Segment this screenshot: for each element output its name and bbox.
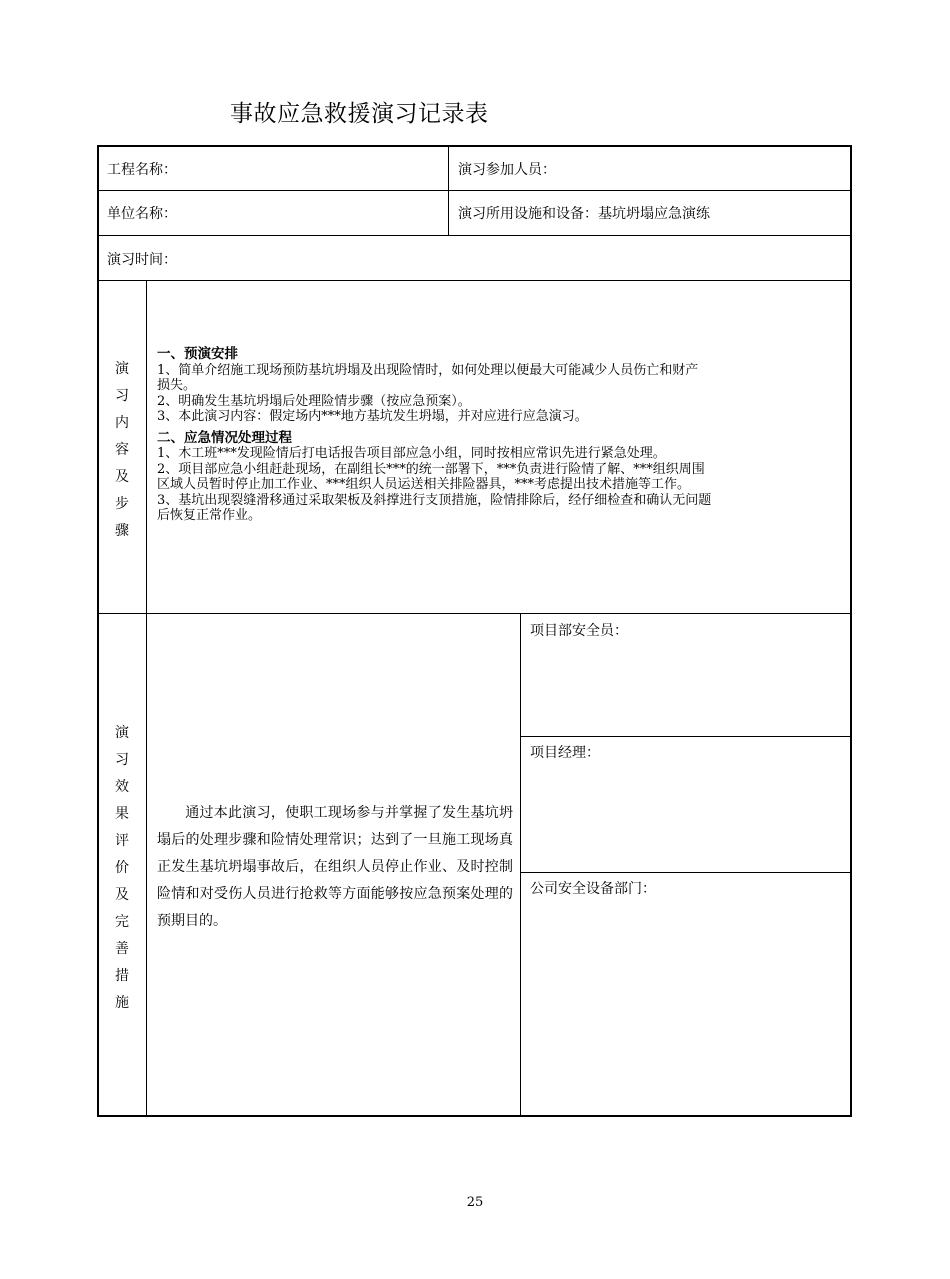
content-section-label: 演 习 内 容 及 步 骤: [115, 361, 129, 539]
content-line: 1、木工班***发现险情后打电话报告项目部应急小组，同时按相应常识先进行紧急处理。: [157, 446, 666, 461]
evaluation-signature-divider: [520, 614, 521, 1117]
project-name-label: 工程名称：: [107, 162, 177, 178]
content-line: 3、本此演习内容：假定场内***地方基坑发生坍塌，并对应进行应急演习。: [157, 409, 588, 424]
project-manager-label: 项目经理：: [530, 745, 600, 761]
content-line: 1、简单介绍施工现场预防基坑坍塌及出现险情时，如何处理以便最大可能减少人员伤亡和财产: [157, 362, 699, 378]
drill-time-label: 演习时间：: [107, 252, 177, 268]
evaluation-section-label: 演 习 效 果 评 价 及 完 善 措 施: [115, 725, 129, 1011]
content-line: 2、项目部应急小组赶赴现场，在副组长***的统一部署下，***负责进行险情了解、***组织周围: [157, 461, 705, 477]
drill-content-body: [157, 347, 847, 524]
safety-officer-label: 项目部安全员：: [530, 623, 628, 639]
section-heading-arrangement: 一、预演安排: [157, 346, 238, 362]
row-drill-time: [97, 236, 852, 281]
section-heading-handling: 二、应急情况处理过程: [157, 429, 292, 446]
page-number: 25: [466, 1195, 484, 1210]
content-line: 损失。: [157, 378, 197, 393]
signature-row-divider-1: [520, 736, 852, 737]
signature-row-divider-2: [520, 872, 852, 873]
content-line: 2、明确发生基坑坍塌后处理险情步骤（按应急预案）。: [157, 393, 471, 409]
participants-label: 演习参加人员：: [458, 162, 556, 178]
content-line: 3、基坑出现裂缝滑移通过采取架板及斜撑进行支顶措施，险情排除后，经仔细检查和确认无问题: [157, 492, 712, 508]
evaluation-text: 通过本此演习，使职工现场参与并掌握了发生基坑坍塌后的处理步骤和险情处理常识；达到了一旦施工现场真正发生基坑坍塌事故后，在组织人员停止作业、及时控制险情和对受伤人员进行抢救等方面能够按应急预案处理的预期目的。: [157, 805, 513, 929]
content-line: 后恢复正常作业。: [157, 508, 262, 523]
facilities-label: 演习所用设施和设备：基坑坍塌应急演练: [458, 206, 710, 222]
content-label-divider: [146, 281, 147, 1117]
unit-name-label: 单位名称：: [107, 206, 177, 222]
document-title: 事故应急救援演习记录表: [230, 101, 489, 127]
company-safety-dept-label: 公司安全设备部门：: [530, 881, 656, 897]
content-line: 区域人员暂时停止加工作业、***组织人员运送相关排险器具，***考虑提出技术措施等工作。: [157, 477, 691, 492]
